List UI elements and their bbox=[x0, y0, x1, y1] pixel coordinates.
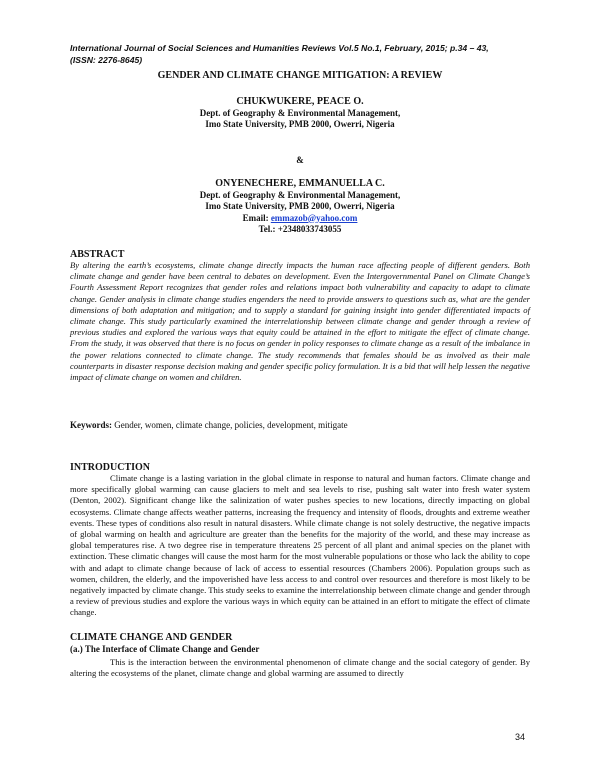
section-heading: CLIMATE CHANGE AND GENDER bbox=[70, 632, 233, 643]
author-separator: & bbox=[296, 155, 304, 165]
introduction-text: Climate change is a lasting variation in the global climate in response to natural and human factors. Climate change and more specifically global warming can cause glaciers to melt and sea levels to rise, pushing salt water into fresh water system (Denton, 2002). Significant change like the salinization of water pushes species to new locations, directly impacting on global ecosystems. Climate change affects weather patterns, increasing the frequency and intensity of floods, droughts and extreme weather events. These types of conditions also result in natural disasters. While climate change is not solely destructive, the negative impacts of global warming on health and agriculture are greater than the benefits for the majority of the world, and these may increase as global temperatures rise. A two degree rise in temperature threatens 25 percent of all plant and animal species on the planet with extinction. These climatic changes will cause the most harm for the most vulnerable populations or those who lack the ability to cope with and adapt to climate change because of lack of access to essential resources (Chambers 2006). Population groups such as women, children, the elderly, and the impoverished have less access to and control over resources and therefore is most likely to be negatively impacted by climate change. This study seeks to examine the interrelationship between climate change and gender through a review of previous studies and explore the various ways in which equity can be attained in an effort to mitigate the effect of climate change. bbox=[70, 473, 530, 618]
email-link[interactable]: emmazob@yahoo.com bbox=[270, 212, 358, 223]
journal-header bbox=[70, 42, 540, 66]
abstract-heading: ABSTRACT bbox=[70, 249, 125, 260]
author-block-2 bbox=[70, 178, 530, 236]
section-text: This is the interaction between the environmental phenomenon of climate change and the social category of gender. By altering the ecosystems of the planet, climate change and global warming are assumed to directly bbox=[70, 657, 530, 679]
author-university: Imo State University, PMB 2000, Owerri, Nigeria bbox=[205, 119, 395, 129]
author-telephone: Tel.: +2348033743055 bbox=[258, 224, 342, 234]
keywords-line bbox=[70, 420, 530, 430]
author-department: Dept. of Geography & Environmental Management, bbox=[199, 107, 401, 118]
author-name: ONYENECHERE, EMMANUELLA C. bbox=[215, 178, 385, 189]
author-block-1 bbox=[70, 96, 530, 131]
email-label: Email: bbox=[242, 212, 271, 223]
subsection-heading: (a.) The Interface of Climate Change and Gender bbox=[70, 644, 260, 654]
author-email-line bbox=[70, 213, 530, 225]
author-department: Dept. of Geography & Environmental Management, bbox=[199, 189, 401, 200]
paper-title: GENDER AND CLIMATE CHANGE MITIGATION: A REVIEW bbox=[157, 70, 443, 81]
author-name: CHUKWUKERE, PEACE O. bbox=[236, 96, 364, 107]
introduction-heading: INTRODUCTION bbox=[70, 462, 151, 473]
page-number: 34 bbox=[515, 732, 526, 742]
journal-issn: (ISSN: 2276-8645) bbox=[70, 55, 143, 65]
keywords-list: Gender, women, climate change, policies, development, mitigate bbox=[112, 420, 348, 430]
journal-citation: International Journal of Social Sciences and Humanities Reviews Vol.5 No.1, February, 2015; p.34 – 43, bbox=[70, 43, 489, 53]
abstract-text: By altering the earth’s ecosystems, climate change directly impacts the human race affecting people of different genders. Both climate change and gender have been central to debates on development. Even the Intergovernmental Panel on Climate Change’s Fourth Assessment Report recognizes that gender roles and relations impact both vulnerability and capacity to adapt to climate change. Gender analysis in climate change studies engenders the need to provide answers to questions such as, what are the gender dimensions of both adaptation and mitigation; and to supply a standard for gaining insight into gender differentiated impacts of climate change. This study particularly examined the interrelationship between climate change and gender through a review of previous studies and explored the various ways that equity could be attained in the effort to mitigate the effect of climate change. From the study, it was observed that there is no focus on gender in policy responses to climate change as a result of the imbalance in the power relations connected to climate change. The study recommends that females should be as involved as their male counterparts in disaster response decision making and gender specific policy formulation. It is a bid that will help lessen the negative impact of climate change on women and children. bbox=[70, 260, 530, 383]
author-university: Imo State University, PMB 2000, Owerri, Nigeria bbox=[205, 201, 395, 211]
keywords-label: Keywords: bbox=[70, 420, 112, 430]
